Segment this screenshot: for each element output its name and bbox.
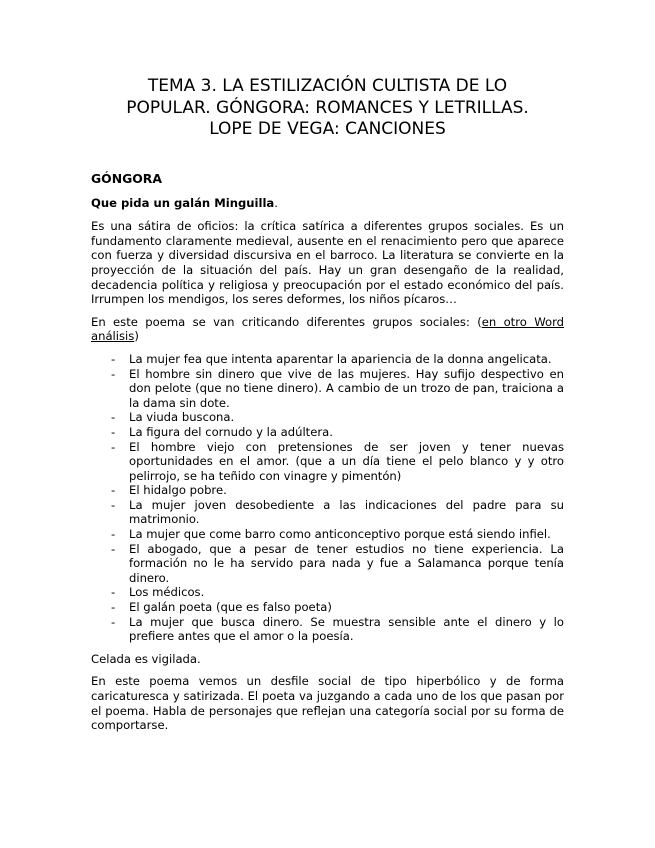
analysis-link[interactable]: en otro Word análisis [91,314,564,344]
list-item-text: El galán poeta (que es falso poeta) [129,600,332,615]
bullet-dash: - [111,424,116,439]
bullet-dash: - [111,527,116,542]
title-line: LOPE DE VEGA: CANCIONES [209,119,446,139]
bullet-dash: - [111,410,116,425]
groups-list [91,352,564,644]
groups-intro-text: En este poema se van criticando diferentes grupos sociales: ( [91,314,482,329]
celada-note: Celada es vigilada. [91,651,201,666]
list-item-text: El hombre viejo con pretensiones de ser joven y tener nuevas oportunidades en el amor. (que a un día tiene el pelo blanco y y otro pelirrojo, se ha teñido con vinagre y pimentón) [129,439,564,483]
bullet-dash: - [111,541,116,556]
section-heading: GÓNGORA [91,171,162,186]
closing-paragraph: En este poema vemos un desfile social de tipo hiperbólico y de forma caricaturesca y satirizada. El poeta va juzgando a cada uno de los que pasan por el poema. Habla de personajes que reflejan una categoría social por su forma de comportarse. [91,674,564,733]
list-item [91,410,564,425]
list-item-text: El hidalgo pobre. [129,483,227,498]
list-item [91,527,564,542]
document-body [91,172,564,741]
poem-title [91,196,564,211]
groups-intro-close: ) [134,329,139,344]
list-item-text: Los médicos. [129,585,205,600]
bullet-dash: - [111,483,116,498]
bullet-dash: - [111,585,116,600]
bullet-dash: - [111,439,116,454]
bullet-dash: - [111,600,116,615]
bullet-dash: - [111,351,116,366]
page-title [70,76,585,141]
list-item-text: La mujer que come barro como anticonceptivo porque está siendo infiel. [129,527,551,542]
list-item-text: La mujer fea que intenta aparentar la apariencia de la donna angelicata. [129,351,552,366]
list-item-text: La mujer que busca dinero. Se muestra sensible ante el dinero y lo prefiere antes que el amor o la poesía. [129,614,564,644]
bullet-dash: - [111,497,116,512]
groups-intro [91,315,564,344]
list-item-text: El hombre sin dinero que vive de las mujeres. Hay sufijo despectivo en don pelote (que no tiene dinero). A cambio de un trozo de pan, traiciona a la dama sin dote. [129,366,564,410]
bullet-dash: - [111,366,116,381]
list-item [91,352,564,367]
list-item [91,600,564,615]
intro-paragraph: Es una sátira de oficios: la crítica satírica a diferentes grupos sociales. Es un fundamento claramente medieval, ausente en el renacimiento pero que aparece con fuerza y diversidad discursiva en el barroco. La literatura se convierte en la proyección de la situación del país. Hay un gran desengaño de la realidad, decadencia política y religiosa y preocupación por el estado económico del país. Irrumpen los mendigos, los seres deformes, los niños pícaros… [91,219,564,307]
poem-title-text: Que pida un galán Minguilla [91,195,275,210]
poem-title-punct: . [274,195,278,210]
list-item [91,425,564,440]
bullet-dash: - [111,614,116,629]
list-item [91,483,564,498]
list-item-text: El abogado, que a pesar de tener estudios no tiene experiencia. La formación no le ha servido para nada y fue a Salamanca porque tenía dinero. [129,541,564,585]
title-line: POPULAR. GÓNGORA: ROMANCES Y LETRILLAS. [126,97,529,118]
title-line: TEMA 3. LA ESTILIZACIÓN CULTISTA DE LO [147,76,508,96]
list-item [91,498,564,527]
list-item-text: La mujer joven desobediente a las indicaciones del padre para su matrimonio. [129,497,564,527]
list-item [91,615,564,644]
list-item [91,440,564,484]
list-item [91,367,564,411]
list-item [91,585,564,600]
list-item-text: La viuda buscona. [129,410,235,425]
list-item [91,542,564,586]
list-item-text: La figura del cornudo y la adúltera. [129,424,333,439]
